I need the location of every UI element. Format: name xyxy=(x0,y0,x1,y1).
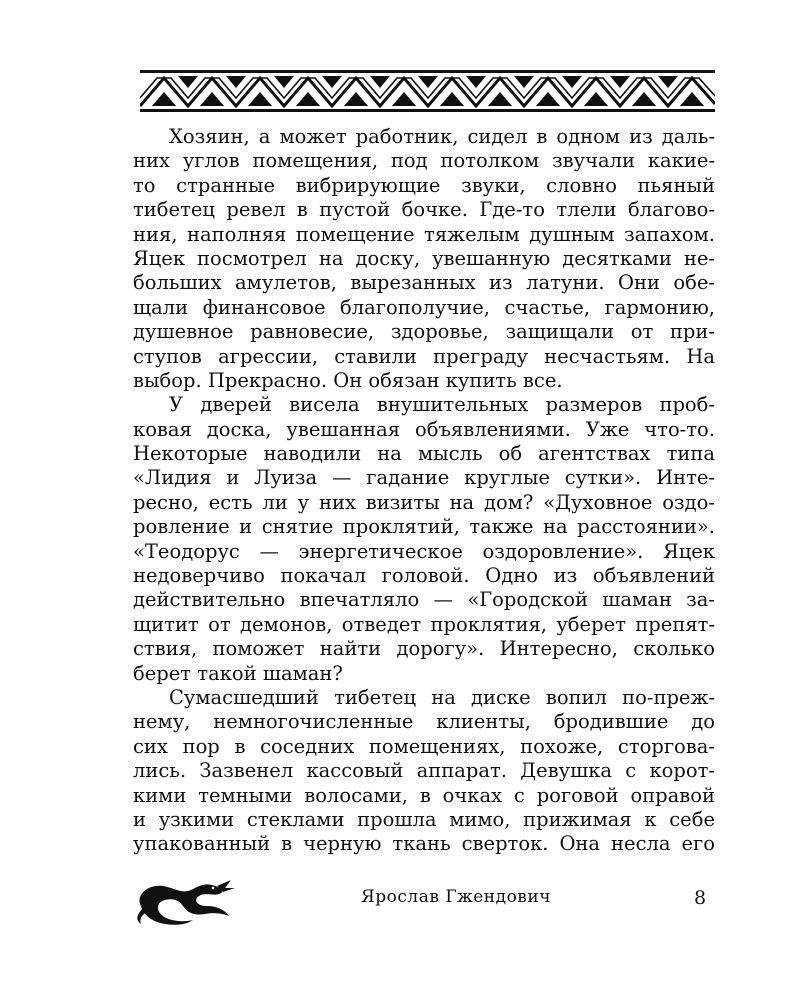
text-line: Яцек посмотрел на доску, увешанную десятками не- xyxy=(133,246,715,270)
book-page-text xyxy=(133,125,715,857)
text-line: берет такой шаман? xyxy=(133,661,343,685)
text-line: ния, наполняя помещение тяжелым душным запахом. xyxy=(133,222,715,246)
text-line: Хозяин, а может работник, сидел в одном из даль- xyxy=(169,125,715,148)
text-line: тибетец ревел в пустой бочке. Где-то тлели благово- xyxy=(133,198,715,222)
text-line: «Лидия и Луиза — гадание круглые сутки». Инте- xyxy=(133,466,715,490)
text-line: них углов помещения, под потолком звучали какие- xyxy=(133,149,715,173)
text-line: Некоторые наводили на мысль об агентствах типа xyxy=(133,442,715,466)
text-line: душевное равновесие, здоровье, защищали от при- xyxy=(133,320,715,344)
text-line: больших амулетов, вырезанных из латуни. Они обе- xyxy=(133,271,715,295)
page-number: 8 xyxy=(694,887,707,909)
text-line: сих пор в соседних помещениях, похоже, сторгова- xyxy=(133,734,715,758)
text-line: ступов агрессии, ставили преграду несчастьям. На xyxy=(133,344,715,368)
text-line: то странные вибрирующие звуки, словно пьяный xyxy=(133,173,715,197)
author-name: Ярослав Гжендович xyxy=(361,887,551,907)
text-line: У дверей висела внушительных размеров проб- xyxy=(169,393,715,417)
text-line: кими темными волосами, в очках с роговой оправой xyxy=(133,783,715,807)
text-line: выбор. Прекрасно. Он обязан купить все. xyxy=(133,368,563,392)
paragraph-1 xyxy=(133,125,715,393)
text-line: ковая доска, увешанная объявлениями. Уже что-то. xyxy=(133,417,715,441)
text-line: щали финансовое благополучие, счастье, гармонию, xyxy=(133,295,715,319)
decorative-ornament-border xyxy=(140,70,715,112)
paragraph-2 xyxy=(133,393,715,686)
text-line: действительно впечатляло — «Городской шаман за- xyxy=(133,588,715,612)
text-line: щитит от демонов, отведет проклятия, уберет препят- xyxy=(133,612,715,636)
text-line: ствия, поможет найти дорогу». Интересно, сколько xyxy=(133,637,715,661)
running-footer-author xyxy=(0,887,800,907)
text-line: ровление и снятие проклятий, также на расстоянии». xyxy=(133,515,715,539)
text-line: Сумасшедший тибетец на диске вопил по-преж- xyxy=(169,685,715,709)
text-line: упакованный в черную ткань сверток. Она несла его xyxy=(133,832,715,856)
text-line: ресно, есть ли у них визиты на дом? «Духовное оздо- xyxy=(133,490,715,514)
paragraph-3 xyxy=(133,686,715,857)
text-line: недоверчиво покачал головой. Одно из объявлений xyxy=(133,564,715,588)
text-line: «Теодорус — энергетическое оздоровление». Яцек xyxy=(133,539,715,563)
text-line: нему, немногочисленные клиенты, бродившие до xyxy=(133,710,715,734)
text-line: и узкими стеклами прошла мимо, прижимая к себе xyxy=(133,807,715,831)
text-line: лись. Зазвенел кассовый аппарат. Девушка с корот- xyxy=(133,759,715,783)
